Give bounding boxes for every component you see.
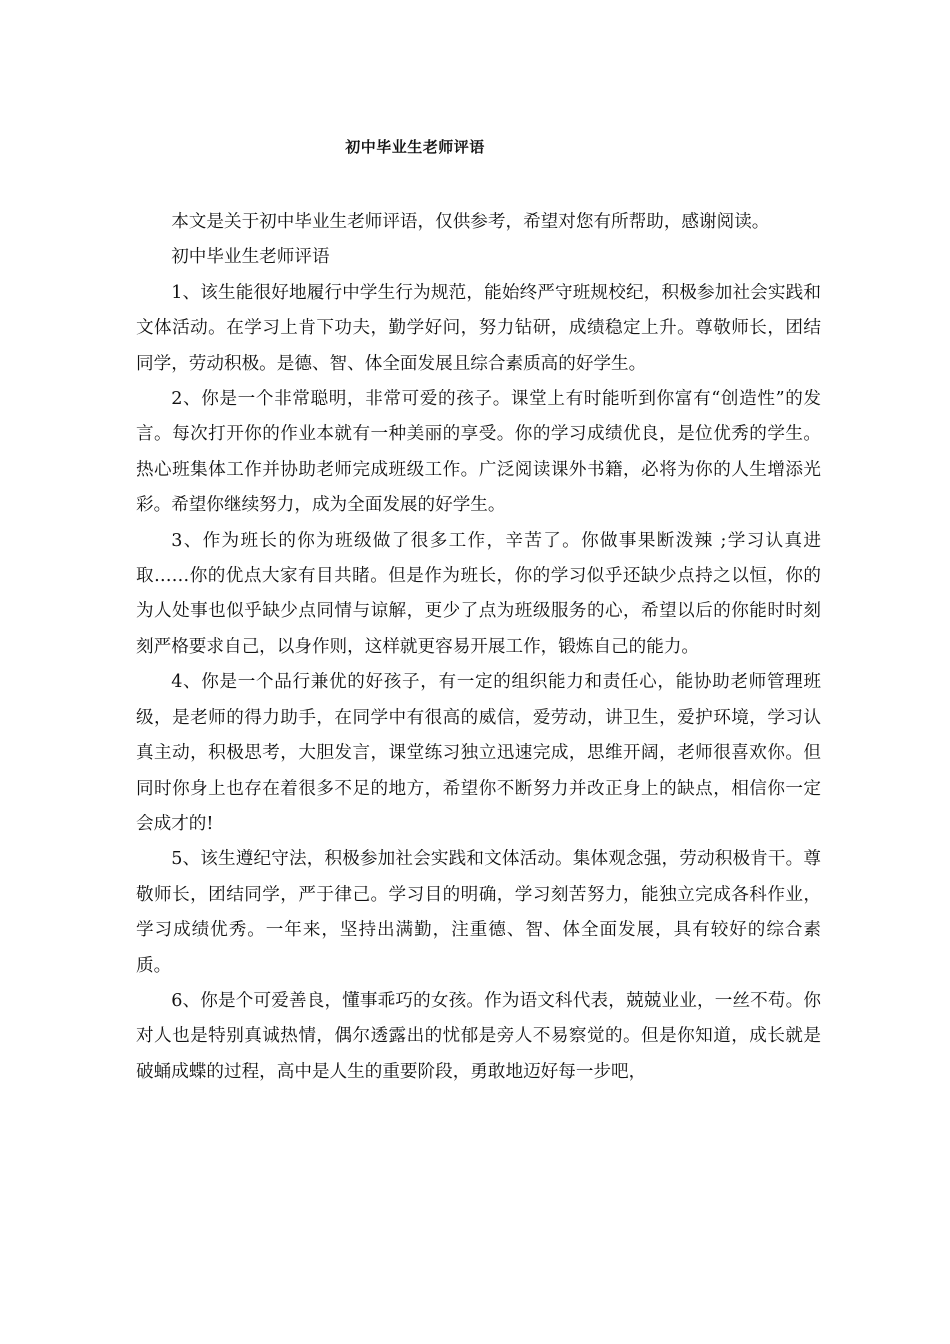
comment-paragraph-3: 3、作为班长的你为班级做了很多工作，辛苦了。你做事果断泼辣 ;学习认真进取……你的优点大家有目共睹。但是作为班长，你的学习似乎还缺少点持之以恒，你的为人处事也似乎缺少点同情与谅解，更少了点为班级服务的心，希望以后的你能时时刻刻严格要求自己，以身作则，这样就更容易开展工作，锻炼自己的能力。 <box>136 530 821 657</box>
comment-paragraph-2: 2、你是一个非常聪明，非常可爱的孩子。课堂上有时能听到你富有“创造性”的发言。每次打开你的作业本就有一种美丽的享受。你的学习成绩优良，是位优秀的学生。热心班集体工作并协助老师完成班级工作。广泛阅读课外书籍，必将为你的人生增添光彩。希望你继续努力，成为全面发展的好学生。 <box>136 389 821 516</box>
comment-paragraph-4: 4、你是一个品行兼优的好孩子，有一定的组织能力和责任心，能协助老师管理班级，是老师的得力助手，在同学中有很高的威信，爱劳动，讲卫生，爱护环境，学习认真主动，积极思考，大胆发言，课堂练习独立迅速完成，思维开阔，老师很喜欢你。但同时你身上也存在着很多不足的地方，希望你不断努力并改正身上的缺点，相信你一定会成才的! <box>136 672 821 834</box>
section-heading: 初中毕业生老师评语 <box>171 247 330 268</box>
comment-paragraph-5: 5、该生遵纪守法，积极参加社会实践和文体活动。集体观念强，劳动积极肯干。尊敬师长，团结同学，严于律己。学习目的明确，学习刻苦努力，能独立完成各科作业，学习成绩优秀。一年来，坚持出满勤，注重德、智、体全面发展，具有较好的综合素质。 <box>136 849 821 976</box>
document-body <box>136 205 821 1090</box>
comment-paragraph-1: 1、该生能很好地履行中学生行为规范，能始终严守班规校纪，积极参加社会实践和文体活动。在学习上肯下功夫，勤学好问，努力钻研，成绩稳定上升。尊敬师长，团结同学，劳动积极。是德、智、体全面发展且综合素质高的好学生。 <box>136 282 821 374</box>
document-title: 初中毕业生老师评语 <box>345 138 485 156</box>
comment-paragraph-6: 6、你是个可爱善良，懂事乖巧的女孩。作为语文科代表，兢兢业业，一丝不苟。你对人也是特别真诚热情，偶尔透露出的忧郁是旁人不易察觉的。但是你知道，成长就是破蛹成蝶的过程，高中是人生的重要阶段，勇敢地迈好每一步吧， <box>136 990 821 1082</box>
intro-paragraph: 本文是关于初中毕业生老师评语，仅供参考，希望对您有所帮助，感谢阅读。 <box>171 212 770 232</box>
